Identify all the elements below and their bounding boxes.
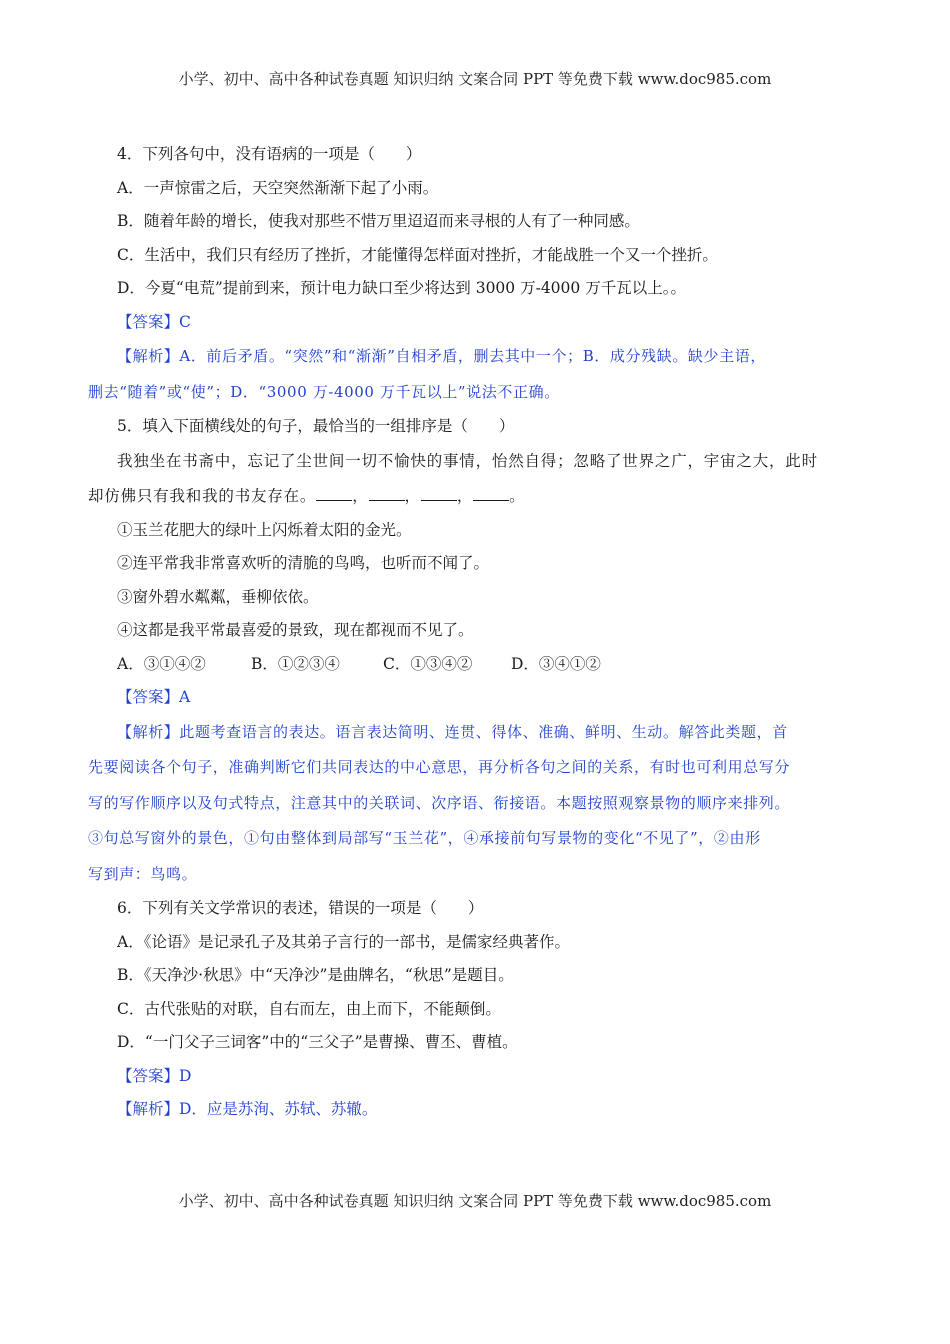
q4-option-a: A．一声惊雷之后，天空突然渐渐下起了小雨。	[117, 178, 439, 197]
q5-sentence-3: ③窗外碧水粼粼，垂柳依依。	[117, 587, 319, 606]
q5-passage-text: 却仿佛只有我和我的书友存在。	[88, 486, 317, 505]
q5-analysis-line-4: ③句总写窗外的景色，①句由整体到局部写“玉兰花”，④承接前句写景物的变化“不见了”，②由形	[88, 829, 761, 847]
q6-option-c: C．古代张贴的对联，自右而左，由上而下，不能颠倒。	[117, 999, 501, 1018]
q5-sentence-1: ①玉兰花肥大的绿叶上闪烁着太阳的金光。	[117, 520, 412, 539]
q5-analysis-line-3: 写的写作顺序以及句式特点，注意其中的关联词、次序语、衔接语。本题按照观察景物的顺序来排列。	[88, 793, 791, 812]
q5-blank-4	[473, 486, 509, 501]
q6-analysis: 【解析】D．应是苏洵、苏轼、苏辙。	[117, 1100, 378, 1118]
q5-stem: 5．填入下面横线处的句子，最恰当的一组排序是（ ）	[117, 417, 515, 435]
q5-comma: ，	[352, 486, 369, 505]
q4-option-b: B．随着年龄的增长，使我对那些不惜万里迢迢而来寻根的人有了一种同感。	[117, 212, 640, 230]
q5-comma: ，	[456, 486, 474, 505]
q5-analysis	[88, 715, 856, 893]
q5-option-a: A．③①④②	[117, 654, 206, 673]
q6-option-a: A．《论语》是记录孔子及其弟子言行的一部书，是儒家经典著作。	[117, 932, 570, 951]
q4-answer: 【答案】C	[117, 312, 191, 331]
q5-option-d: D．③④①②	[511, 654, 601, 673]
q4-analysis-line-1: 【解析】A．前后矛盾。“突然”和“渐渐”自相矛盾，删去其中一个；B．成分残缺。缺少主语，	[117, 347, 766, 365]
q5-passage	[88, 444, 856, 514]
page-header: 小学、初中、高中各种试卷真题 知识归纳 文案合同 PPT 等免费下载 www.doc985.com	[178, 70, 772, 88]
q5-analysis-line-1: 【解析】此题考查语言的表达。语言表达简明、连贯、得体、准确、鲜明、生动。解答此类题，首	[117, 722, 788, 741]
q4-analysis-line-2: 删去“随着”或“使”；D．“3000 万-4000 万千瓦以上”说法不正确。	[88, 382, 560, 401]
q4-analysis	[88, 339, 856, 410]
page-footer: 小学、初中、高中各种试卷真题 知识归纳 文案合同 PPT 等免费下载 www.doc985.com	[178, 1192, 772, 1210]
q6-answer: 【答案】D	[117, 1066, 192, 1085]
q5-comma: ，	[404, 486, 421, 505]
q5-sentence-4: ④这都是我平常最喜爱的景致，现在都视而不见了。	[117, 621, 474, 639]
q6-option-d: D．“一门父子三词客”中的“三父子”是曹操、曹丕、曹植。	[117, 1033, 518, 1051]
q6-stem: 6．下列有关文学常识的表述，错误的一项是（ ）	[117, 899, 484, 917]
q5-option-c: C．①③④②	[383, 654, 473, 673]
q5-passage-line-2	[88, 479, 856, 514]
q5-option-b: B．①②③④	[251, 654, 340, 673]
q5-passage-line-1: 我独坐在书斋中，忘记了尘世间一切不愉快的事情，怡然自得；忽略了世界之广，宇宙之大，此时	[117, 451, 818, 470]
q5-analysis-line-2: 先要阅读各个句子，准确判断它们共同表达的中心意思，再分析各句之间的关系，有时也可利用总写分	[88, 758, 791, 776]
q5-blank-2	[369, 486, 405, 501]
q5-period: 。	[509, 486, 526, 505]
q4-option-c: C．生活中，我们只有经历了挫折，才能懂得怎样面对挫折，才能战胜一个又一个挫折。	[117, 245, 718, 264]
q4-option-d: D．今夏“电荒”提前到来，预计电力缺口至少将达到 3000 万-4000 万千瓦以上。。	[117, 279, 686, 297]
q6-option-b: B．《天净沙·秋思》中“天净沙”是曲牌名，“秋思”是题目。	[117, 966, 514, 984]
q4-stem: 4．下列各句中，没有语病的一项是（ ）	[117, 145, 422, 163]
document-body	[88, 138, 856, 1127]
q5-answer: 【答案】A	[117, 688, 191, 706]
q5-analysis-line-5: 写到声：鸟鸣。	[88, 864, 198, 883]
q5-blank-3	[421, 486, 457, 501]
q5-blank-1	[316, 486, 352, 501]
q5-sentence-2: ②连平常我非常喜欢听的清脆的鸟鸣，也听而不闻了。	[117, 554, 490, 572]
q5-options	[88, 648, 856, 682]
